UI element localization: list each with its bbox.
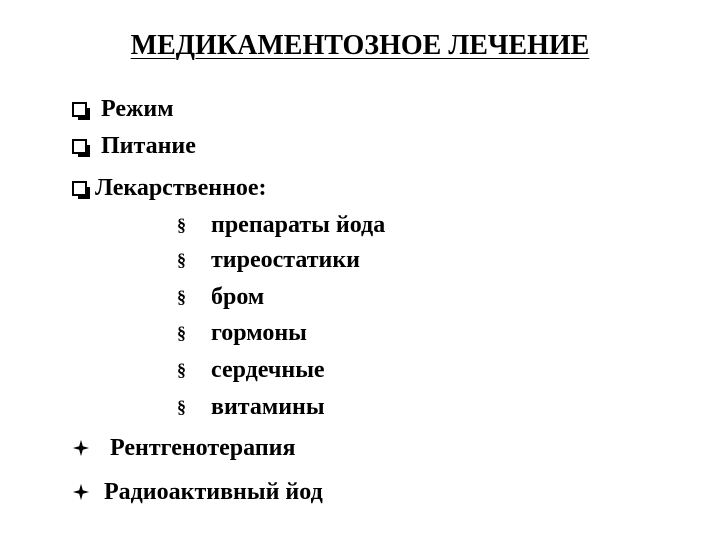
- square-bullet-icon: §: [177, 397, 186, 417]
- list-item-nutrition: [72, 132, 196, 160]
- list-item-radiotherapy: [72, 434, 295, 462]
- square-bullet-icon: §: [177, 287, 186, 307]
- list-item-label: Рентгенотерапия: [110, 435, 296, 461]
- square-bullet-icon: §: [177, 360, 186, 380]
- list-item-label: Питание: [101, 133, 196, 159]
- list-item-regime: [72, 95, 174, 123]
- square-bullet-icon: §: [177, 215, 186, 235]
- sub-item-label: гормоны: [211, 320, 307, 346]
- list-item-medication: [72, 174, 267, 202]
- diamond-bullet-icon: [72, 439, 90, 457]
- list-item-label: Лекарственное:: [95, 175, 267, 201]
- list-item-label: Режим: [101, 96, 174, 122]
- sub-item-label: сердечные: [211, 357, 325, 383]
- square-bullet-icon: §: [177, 250, 186, 270]
- sub-item-label: бром: [211, 284, 265, 310]
- sub-item-cardiac: [177, 356, 325, 384]
- box-bullet-icon: [72, 102, 87, 117]
- box-bullet-icon: [72, 139, 87, 154]
- list-item-radioiodine: [72, 478, 323, 506]
- box-bullet-icon: [72, 181, 87, 196]
- diamond-bullet-icon: [72, 483, 90, 501]
- list-item-label: Радиоактивный йод: [104, 479, 323, 505]
- sub-item-label: тиреостатики: [211, 247, 361, 273]
- sub-item-hormones: [177, 319, 307, 347]
- sub-item-vitamins: [177, 393, 325, 421]
- sub-item-bromine: [177, 283, 264, 311]
- slide-title: МЕДИКАМЕНТОЗНОЕ ЛЕЧЕНИЕ: [130, 30, 590, 61]
- sub-item-thyrostatics: [177, 246, 360, 274]
- square-bullet-icon: §: [177, 323, 186, 343]
- sub-item-iodine: [177, 211, 385, 239]
- sub-item-label: препараты йода: [211, 212, 386, 238]
- sub-item-label: витамины: [211, 394, 325, 420]
